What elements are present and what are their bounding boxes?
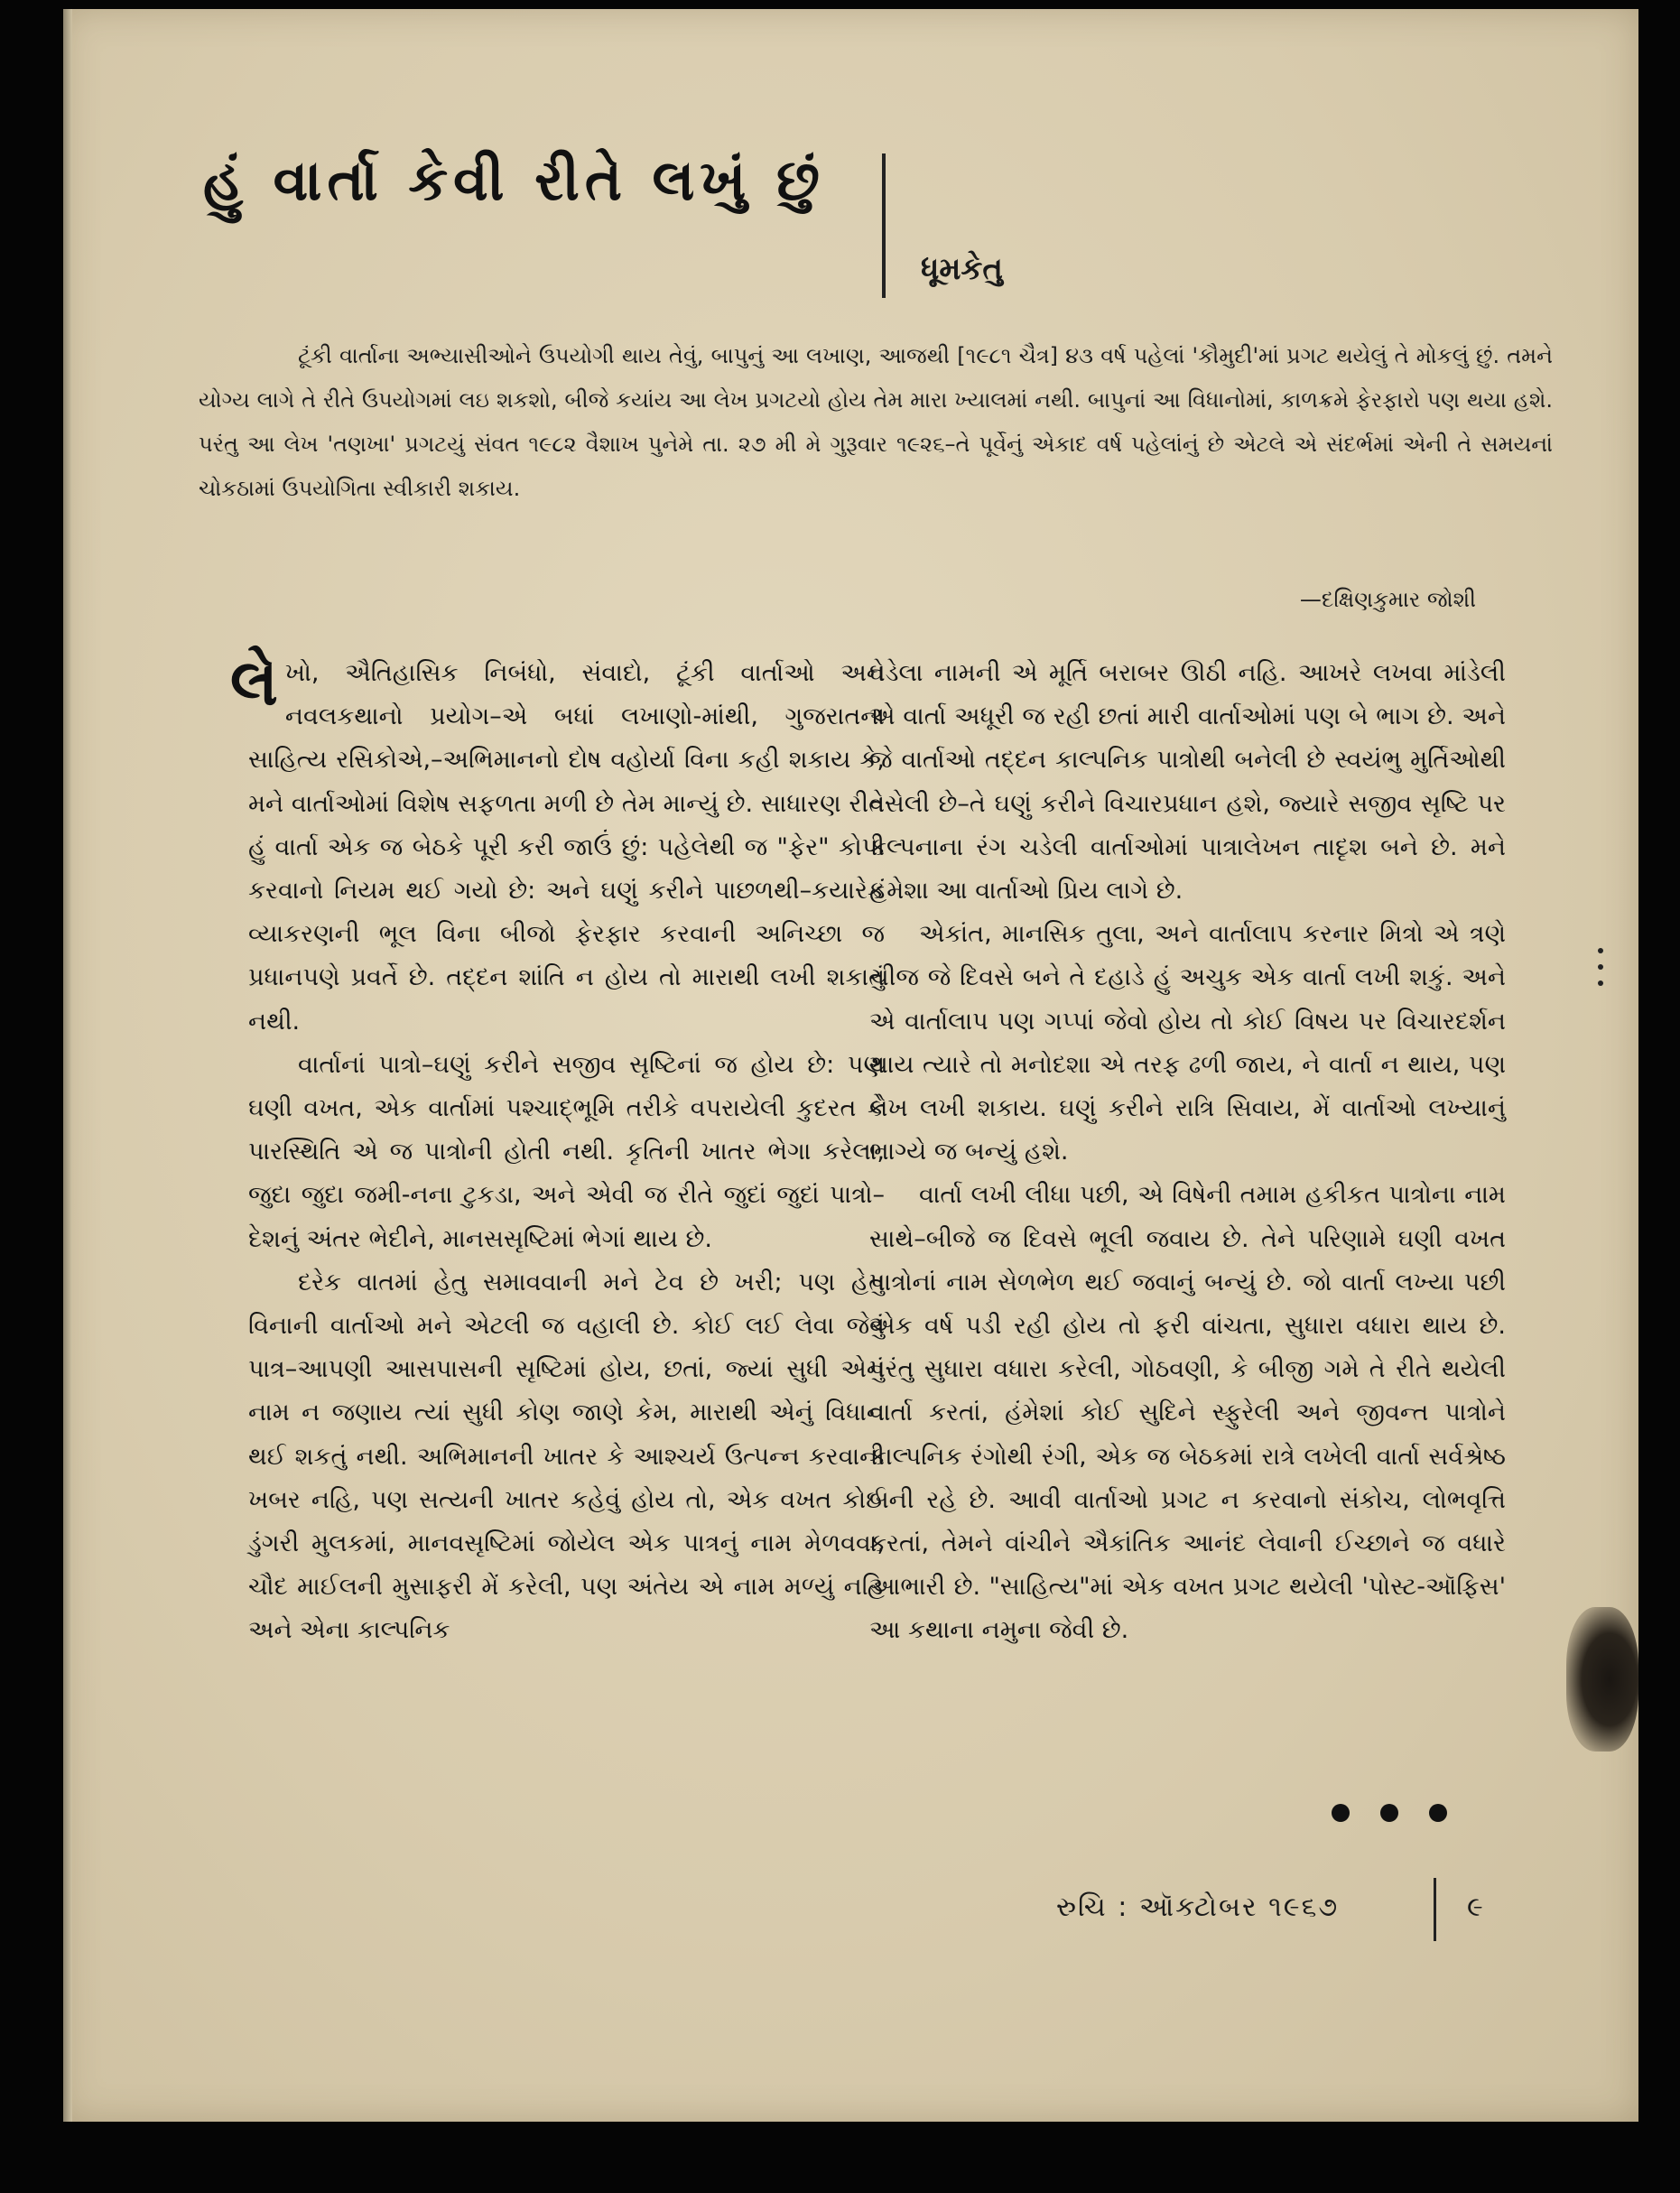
- article-author: ધૂમકેતુ: [921, 251, 1003, 287]
- paragraph-text: ખો, ઐતિહાસિક નિબંધો, સંવાદો, ટૂંકી વાર્તાઓ અને નવલકથાનો પ્રયોગ–એ બધાં લખાણો-માંથી, ગુજરાતના સાહિત્ય રસિકોએ,–અભિમાનનો દોષ વહોર્યા વિના કહી શકાય કે, મને વાર્તાઓમાં વિશેષ સફળતા મળી છે તેમ માન્યું છે. સાધારણ રીતે હું વાર્તા એક જ બેઠકે પૂરી કરી જાઉં છું: પહેલેથી જ "ફેર" કોપી કરવાનો નિયમ થઈ ગયો છે: અને ઘણું કરીને પાછળથી–કયારેક વ્યાકરણની ભૂલ વિના બીજો ફેરફાર કરવાની અનિચ્છા જ પ્રધાનપણે પ્રવર્તે છે. તદ્દન શાંતિ ન હોય તો મારાથી લખી શકાતું નથી.: [248, 659, 885, 1036]
- editor-note-text: ટૂંકી વાર્તાના અભ્યાસીઓને ઉપયોગી થાય તેવું, બાપુનું આ લખાણ, આજથી [૧૯૮૧ ચૈત્ર] ૪૩ વર્ષ પહેલાં 'કૌમુદી'માં પ્રગટ થયેલું તે મોકલું છું. તમને યોગ્ય લાગે તે રીતે ઉપયોગમાં લઇ શકશો, બીજે કયાંય આ લેખ પ્રગટયો હોય તેમ મારા ખ્યાલમાં નથી. બાપુનાં આ વિધાનોમાં, કાળક્રમે ફેરફારો પણ થયા હશે. પરંતુ આ લેખ 'તણખા' પ્રગટયું સંવત ૧૯૮૨ વૈશાખ પુનેમે તા. ૨૭ મી મે ગુરૂવાર ૧૯૨૬–તે પૂર્વેનું એકાદ વર્ષ પહેલાંનું છે એટલે એ સંદર્ભમાં એની તે સમયનાં ચોકઠામાં ઉપયોગિતા સ્વીકારી શકાય.: [199, 343, 1553, 501]
- paragraph: વાર્તાનાં પાત્રો–ઘણું કરીને સજીવ સૃષ્ટિનાં જ હોય છે: પણ ઘણી વખત, એક વાર્તામાં પશ્ચાદ્‌ભૂમિ તરીકે વપરાયેલી કુદરત કે પારસ્થિતિ એ જ પાત્રોની હોતી નથી. કૃતિની ખાતર ભેગા કરેલા, જુદા જુદા જમી-નના ટુકડા, અને એવી જ રીતે જુદાં જુદાં પાત્રો–દેશનું અંતર ભેદીને, માનસસૃષ્ટિમાં ભેગાં થાય છે.: [248, 1050, 885, 1253]
- article-title: હું વાર્તા કેવી રીતે લખું છું: [203, 147, 825, 213]
- print-specks: [1598, 948, 1603, 997]
- page-number: ૯: [1467, 1891, 1483, 1923]
- body-column-right: [869, 652, 1506, 1653]
- title-divider: [882, 153, 886, 298]
- paragraph: એકાંત, માનસિક તુલા, અને વાર્તાલાપ કરનાર મિત્રો એ ત્રણે ચીજ જે દિવસે બને તે દહાડે હું અચુક એક વાર્તા લખી શકું. અને એ વાર્તાલાપ પણ ગપ્પાં જેવો હોય તો કોઈ વિષય પર વિચારદર્શન થાય ત્યારે તો મનોદશા એ તરફ ઢળી જાય, ને વાર્તા ન થાય, પણ લેખ લખી શકાય. ઘણું કરીને રાત્રિ સિવાય, મેં વાર્તાઓ લખ્યાનું ભાગ્યે જ બન્યું હશે.: [869, 920, 1506, 1166]
- drop-cap: લે: [230, 646, 278, 720]
- body-column-left: [230, 646, 885, 1653]
- page-edge: [63, 9, 72, 2122]
- ornament-dot: [1429, 1804, 1447, 1822]
- footer-divider: [1434, 1878, 1436, 1941]
- paragraph: વાર્તા લખી લીધા પછી, એ વિષેની તમામ હકીકત પાત્રોના નામ સાથે–બીજે જ દિવસે ભૂલી જવાય છે. તેને પરિણામે ઘણી વખત પાત્રોનાં નામ સેળભેળ થઈ જવાનું બન્યું છે. જો વાર્તા લખ્યા પછી એક વર્ષ પડી રહી હોય તો ફરી વાંચતા, સુધારા વધારા થાય છે. પરંતુ સુધારા વધારા કરેલી, ગોઠવણી, કે બીજી ગમે તે રીતે થયેલી વાર્તા કરતાં, હંમેશાં કોઈ સુદિને સ્ફુરેલી અને જીવન્ત પાત્રોને કાલ્પનિક રંગોથી રંગી, એક જ બેઠકમાં રાત્રે લખેલી વાર્તા સર્વશ્રેષ્ઠ બની રહે છે. આવી વાર્તાઓ પ્રગટ ન કરવાનો સંકોચ, લોભવૃત્તિ કરતાં, તેમને વાંચીને ઐકાંતિક આનંદ લેવાની ઈચ્છાને જ વધારે આભારી છે. "સાહિત્ય"માં એક વખત પ્રગટ થયેલી 'પોસ્ટ-ઑફિસ' આ કથાના નમુના જેવી છે.: [869, 1181, 1506, 1645]
- footer-magazine: રુચિ : ઑક્ટોબર ૧૯૬૭: [1056, 1891, 1340, 1923]
- ink-stain: [1566, 1607, 1638, 1752]
- editor-note: [199, 334, 1553, 511]
- ornament-dot: [1380, 1804, 1398, 1822]
- paragraph: [230, 646, 885, 1044]
- ornament-dot: [1332, 1804, 1350, 1822]
- editor-signature: —દક્ષિણકુમાર જોશી: [1299, 587, 1476, 612]
- magazine-page: [63, 9, 1638, 2122]
- end-ornament: [1332, 1804, 1447, 1822]
- paragraph: ઘડેલા નામની એ મૂર્તિ બરાબર ઊઠી નહિ. આખરે લખવા માંડેલી એ વાર્તા અધૂરી જ રહી છતાં મારી વાર્તાઓમાં પણ બે ભાગ છે. અને જે વાર્તાઓ તદ્દન કાલ્પનિક પાત્રોથી બનેલી છે સ્વયંભુ મુર્તિઓથી વસેલી છે–તે ઘણું કરીને વિચારપ્રધાન હશે, જ્યારે સજીવ સૃષ્ટિ પર કલ્પનાના રંગ ચડેલી વાર્તાઓમાં પાત્રાલેખન તાદૃશ બને છે. મને હંમેશા આ વાર્તાઓ પ્રિય લાગે છે.: [869, 659, 1506, 906]
- paragraph: દરેક વાતમાં હેતુ સમાવવાની મને ટેવ છે ખરી; પણ હેતુ વિનાની વાર્તાઓ મને એટલી જ વહાલી છે. કોઈ લઈ લેવા જેવું પાત્ર–આપણી આસપાસની સૃષ્ટિમાં હોય, છતાં, જ્યાં સુધી એનું નામ ન જણાય ત્યાં સુધી કોણ જાણે કેમ, મારાથી એનું વિધાન થઈ શકતું નથી. અભિમાનની ખાતર કે આશ્ચર્ય ઉત્પન્ન કરવાની ખબર નહિ, પણ સત્યની ખાતર કહેવું હોય તો, એક વખત કોઈ ડુંગરી મુલકમાં, માનવસૃષ્ટિમાં જોયેલ એક પાત્રનું નામ મેળવવા, ચૌદ માઈલની મુસાફરી મેં કરેલી, પણ અંતેય એ નામ મળ્યું નહિ અને એના કાલ્પનિક: [248, 1268, 885, 1645]
